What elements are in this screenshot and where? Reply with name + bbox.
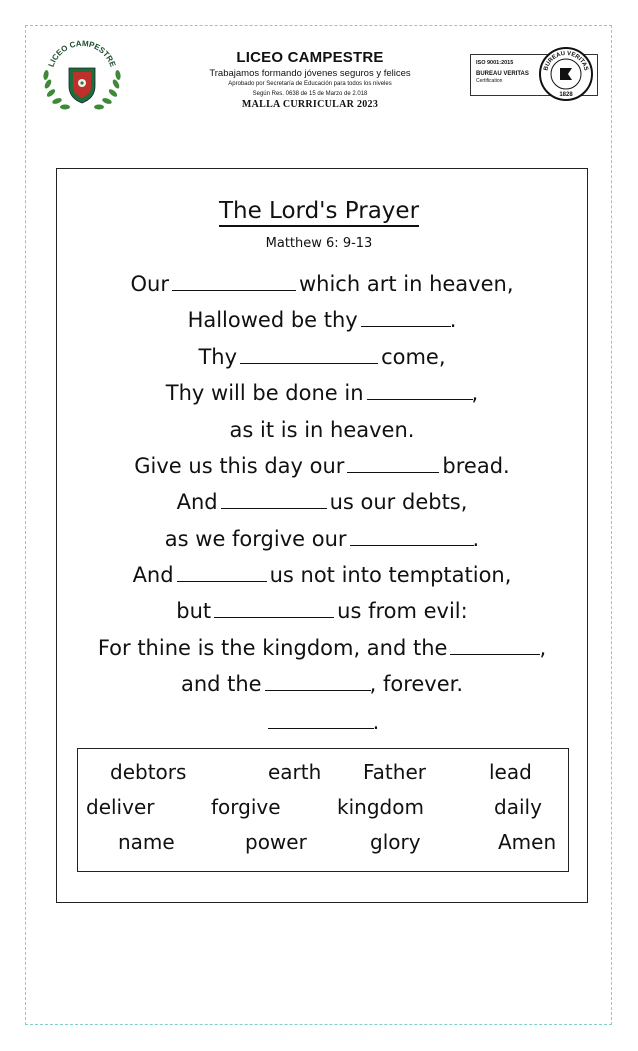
certification-text xyxy=(476,60,529,84)
line-text-after: , forever. xyxy=(369,672,464,696)
word-bank-item: debtors xyxy=(110,760,187,784)
answer-blank[interactable] xyxy=(172,289,296,291)
approval-line-2: Según Res. 0638 de 15 de Marzo de 2.018 xyxy=(252,90,368,97)
line-text-before: And xyxy=(176,490,218,514)
line-text-after: , xyxy=(539,636,547,660)
certification-label: Certification xyxy=(476,78,503,84)
word-bank-item: daily xyxy=(494,795,542,819)
iso-label: ISO 9001:2015 xyxy=(476,60,514,66)
answer-blank[interactable] xyxy=(350,544,474,546)
seal-year: 1828 xyxy=(559,92,573,98)
prayer-line-5 xyxy=(56,418,588,442)
prayer-line-13 xyxy=(56,710,588,734)
approval-line-1: Aprobado por Secretaría de Educación para todos los niveles xyxy=(228,81,392,87)
seal-text: BUREAU VERITAS xyxy=(543,50,589,72)
line-text-before: Hallowed be thy xyxy=(187,308,358,332)
line-text-after: which art in heaven, xyxy=(298,272,514,296)
line-text-after: us not into temptation, xyxy=(269,563,512,587)
prayer-line-1 xyxy=(56,272,588,296)
school-name: LICEO CAMPESTRE xyxy=(236,49,384,66)
prayer-line-10 xyxy=(56,599,588,623)
prayer-line-8 xyxy=(56,527,588,551)
bureau-veritas-seal xyxy=(538,46,594,102)
answer-blank[interactable] xyxy=(214,616,334,618)
word-bank-item: kingdom xyxy=(337,795,424,819)
prayer-line-6 xyxy=(56,454,588,478)
prayer-line-2 xyxy=(56,308,588,332)
word-bank-item: lead xyxy=(489,760,532,784)
line-text-after: . xyxy=(449,308,457,332)
prayer-line-12 xyxy=(56,672,588,696)
line-text-before: and the xyxy=(180,672,262,696)
answer-blank[interactable] xyxy=(177,580,267,582)
answer-blank[interactable] xyxy=(347,471,439,473)
answer-blank[interactable] xyxy=(367,398,473,400)
line-text-after: come, xyxy=(381,345,446,369)
school-logo xyxy=(38,36,126,114)
word-bank-item: glory xyxy=(370,830,421,854)
line-text-before: For thine is the kingdom, and the xyxy=(97,636,448,660)
word-bank-item: power xyxy=(245,830,307,854)
line-text-before: And xyxy=(132,563,174,587)
prayer-line-3 xyxy=(56,345,588,369)
line-text-before: but xyxy=(176,599,212,623)
line-text: as it is in heaven. xyxy=(229,418,415,442)
logo-arc-text: LICEO CAMPESTRE xyxy=(46,38,118,69)
scripture-reference: Matthew 6: 9-13 xyxy=(265,236,373,251)
line-text-before: Give us this day our xyxy=(134,454,345,478)
line-text-before: Our xyxy=(130,272,169,296)
word-bank-item: name xyxy=(118,830,175,854)
line-text-before: Thy will be done in xyxy=(165,381,364,405)
school-header xyxy=(180,49,440,110)
answer-blank[interactable] xyxy=(240,362,378,364)
word-bank-item: Father xyxy=(363,760,426,784)
curriculum-title: MALLA CURRICULAR 2023 xyxy=(241,99,379,110)
line-text-after: us from evil: xyxy=(337,599,468,623)
prayer-line-9 xyxy=(56,563,588,587)
line-text-before: as we forgive our xyxy=(164,527,347,551)
line-text-after: bread. xyxy=(442,454,510,478)
answer-blank[interactable] xyxy=(361,325,451,327)
answer-blank[interactable] xyxy=(265,689,371,691)
line-text-before: Thy xyxy=(198,345,238,369)
word-bank-item: forgive xyxy=(211,795,281,819)
worksheet-title xyxy=(0,198,638,224)
answer-blank[interactable] xyxy=(450,653,540,655)
word-bank-item: deliver xyxy=(86,795,155,819)
prayer-line-4 xyxy=(56,381,588,405)
school-motto: Trabajamos formando jóvenes seguros y felices xyxy=(209,68,411,79)
answer-blank[interactable] xyxy=(221,507,327,509)
line-text-after: . xyxy=(372,710,380,734)
word-bank-item: Amen xyxy=(498,830,557,854)
svg-text:LICEO CAMPESTRE xyxy=(47,39,118,69)
prayer-line-7 xyxy=(56,490,588,514)
line-text-after: , xyxy=(471,381,479,405)
answer-blank[interactable] xyxy=(268,727,374,729)
line-text-after: us our debts, xyxy=(329,490,468,514)
prayer-line-11 xyxy=(56,636,588,660)
word-bank-item: earth xyxy=(268,760,322,784)
line-text-after: . xyxy=(472,527,480,551)
certifier-name: BUREAU VERITAS xyxy=(476,71,529,77)
worksheet-title-text: The Lord's Prayer xyxy=(219,198,419,227)
